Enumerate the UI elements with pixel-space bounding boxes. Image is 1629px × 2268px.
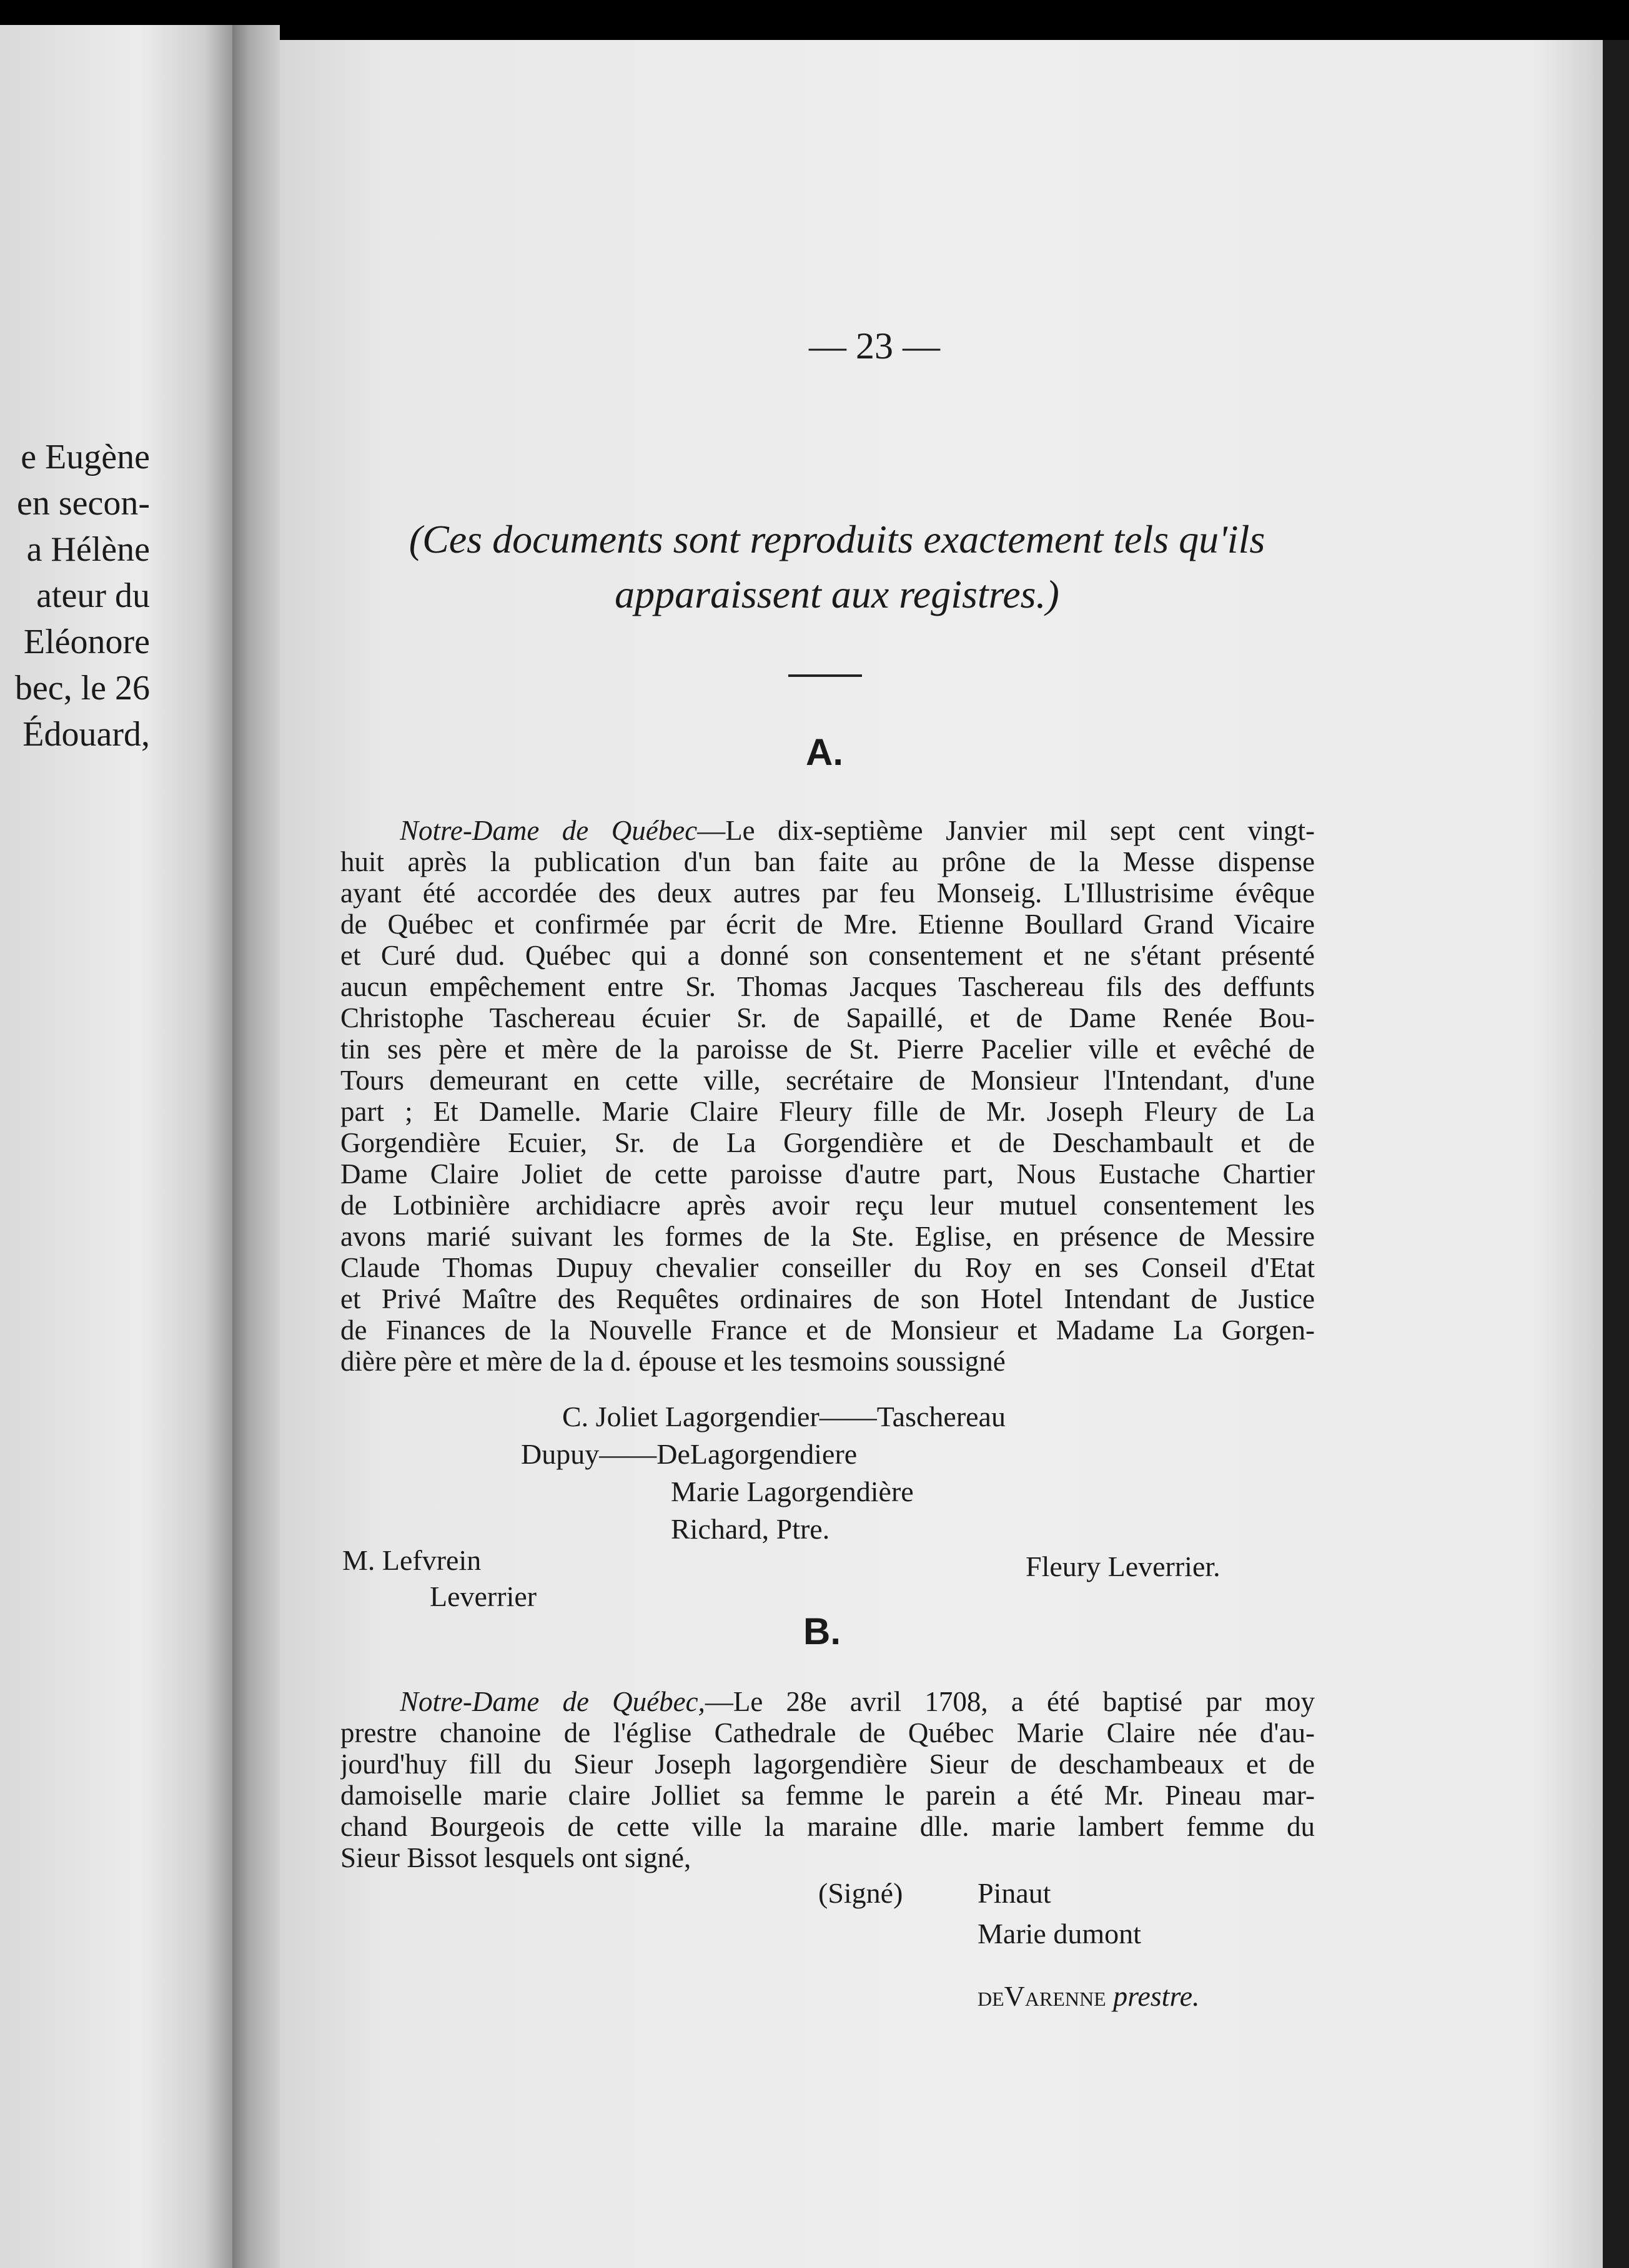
- signed-label: (Signé): [818, 1877, 903, 1909]
- editorial-notice-line-2: apparaissent aux registres.): [615, 572, 1059, 616]
- section-b-line: damoiselle marie claire Jolliet sa femme le parein a été Mr. Pineau mar-: [340, 1780, 1315, 1811]
- separator-rule: [788, 674, 862, 677]
- left-page-line: a Hélène: [26, 530, 150, 569]
- signature-line: C. Joliet Lagorgendier——Taschereau: [562, 1401, 1006, 1432]
- left-page-line: e Eugène: [21, 438, 150, 476]
- section-a-line: et Privé Maître des Requêtes ordinaires de son Hotel Intendant de Justice: [340, 1283, 1315, 1314]
- section-a-line: Claude Thomas Dupuy chevalier conseiller du Roy en ses Conseil d'Etat: [340, 1252, 1315, 1283]
- section-a-line: ayant été accordée des deux autres par feu Monseig. L'Illustrisime évêque: [340, 877, 1315, 909]
- section-a-line: part ; Et Damelle. Marie Claire Fleury fille de Mr. Joseph Fleury de La: [340, 1096, 1315, 1127]
- section-b-line: Sieur Bissot lesquels ont signé,: [340, 1842, 691, 1873]
- section-a-first-line-text: —Le dix-septième Janvier mil sept cent vingt-: [697, 815, 1315, 846]
- signature-line: Dupuy——DeLagorgendiere: [521, 1438, 858, 1470]
- signature-line: Marie Lagorgendière: [671, 1476, 914, 1507]
- section-a-line: tin ses père et mère de la paroisse de St. Pierre Pacelier ville et evêché de: [340, 1033, 1315, 1065]
- signer-name: Pinaut: [978, 1877, 1051, 1909]
- section-a-place: Notre-Dame de Québec: [400, 815, 698, 846]
- section-a-line: de Finances de la Nouvelle France et de Monsieur et Madame La Gorgen-: [340, 1314, 1315, 1346]
- section-b-line: jourd'huy fill du Sieur Joseph lagorgendière Sieur de deschambeaux et de: [340, 1748, 1315, 1780]
- priest-name: deVarenne: [978, 1980, 1106, 2012]
- priest-signature: [978, 1980, 1200, 2013]
- section-a-line: et Curé dud. Québec qui a donné son consentement et ne s'étant présenté: [340, 940, 1315, 971]
- book-gutter: [232, 25, 280, 2268]
- left-page-line: en secon-: [16, 484, 150, 523]
- section-b-first-line-text: —Le 28e avril 1708, a été baptisé par moy: [705, 1686, 1315, 1717]
- section-a-heading: A.: [806, 731, 843, 773]
- left-page-line: ateur du: [36, 576, 150, 615]
- signature-left: Leverrier: [430, 1580, 537, 1612]
- section-a-line: Dame Claire Joliet de cette paroisse d'autre part, Nous Eustache Chartier: [340, 1158, 1315, 1190]
- left-page-line: bec, le 26: [14, 669, 150, 708]
- section-b-line: prestre chanoine de l'église Cathedrale de Québec Marie Claire née d'au-: [340, 1717, 1315, 1748]
- section-a-line: Gorgendière Ecuier, Sr. de La Gorgendière et de Deschambault et de: [340, 1127, 1315, 1158]
- section-a-line: de Québec et confirmée par écrit de Mre. Etienne Boullard Grand Vicaire: [340, 909, 1315, 940]
- signature-line: Richard, Ptre.: [671, 1513, 830, 1545]
- page-edge: [1603, 40, 1629, 2268]
- section-a-line: Christophe Taschereau écuier Sr. de Sapaillé, et de Dame Renée Bou-: [340, 1002, 1315, 1033]
- section-b-heading: B.: [803, 1610, 841, 1652]
- editorial-notice: [331, 512, 1343, 622]
- signer-name: Marie dumont: [978, 1918, 1141, 1950]
- section-a-line: aucun empêchement entre Sr. Thomas Jacques Taschereau fils des deffunts: [340, 971, 1315, 1002]
- section-a-line: de Lotbinière archidiacre après avoir reçu leur mutuel consentement les: [340, 1190, 1315, 1221]
- section-b-place: Notre-Dame de Québec,: [400, 1686, 705, 1717]
- signature-right: Fleury Leverrier.: [1026, 1551, 1221, 1582]
- section-a-first-line: [400, 815, 1315, 846]
- section-a-line: huit après la publication d'un ban faite au prône de la Messe dispense: [340, 846, 1315, 877]
- section-a-line: Tours demeurant en cette ville, secrétaire de Monsieur l'Intendant, d'une: [340, 1065, 1315, 1096]
- section-a-line: avons marié suivant les formes de la Ste. Eglise, en présence de Messire: [340, 1221, 1315, 1252]
- section-a-line: dière père et mère de la d. épouse et les tesmoins soussigné: [340, 1346, 1006, 1377]
- signature-left: M. Lefvrein: [342, 1544, 482, 1576]
- section-b-first-line: [400, 1686, 1315, 1717]
- page-number: — 23 —: [809, 325, 940, 367]
- left-page-line: Édouard,: [22, 715, 150, 754]
- editorial-notice-line-1: (Ces documents sont reproduits exactement tels qu'ils: [408, 517, 1265, 561]
- left-page: [0, 25, 232, 2268]
- priest-title: prestre.: [1113, 1980, 1200, 2012]
- left-page-line: Eléonore: [23, 623, 150, 661]
- section-b-line: chand Bourgeois de cette ville la maraine dlle. marie lambert femme du: [340, 1811, 1315, 1842]
